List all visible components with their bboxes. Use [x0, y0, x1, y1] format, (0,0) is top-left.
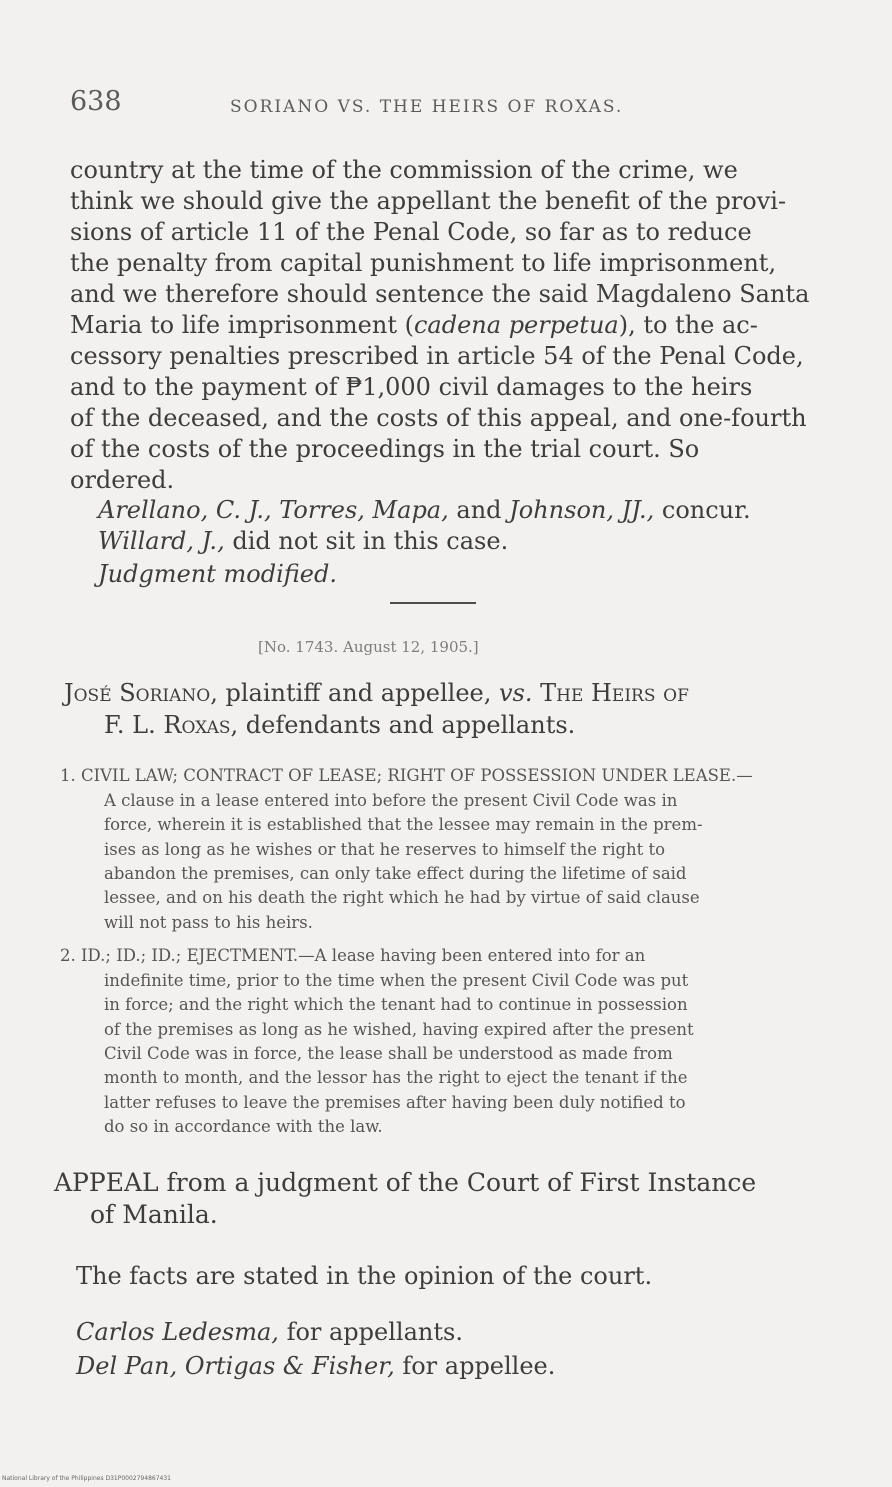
headnote-line: indefinite time, prior to the time when the present Civil Code was put	[104, 971, 689, 990]
concurrence-line: Arellano, C. J., Torres, Mapa, and Johnson, JJ., concur.	[98, 496, 751, 524]
section-divider	[390, 602, 476, 604]
opinion-line: of the deceased, and the costs of this appeal, and one-fourth	[70, 404, 807, 432]
headnote-line: month to month, and the lessor has the right to eject the tenant if the	[104, 1068, 688, 1087]
page-number: 638	[70, 86, 122, 117]
running-head: SORIANO VS. THE HEIRS OF ROXAS.	[230, 97, 624, 117]
counsel-appellants: Carlos Ledesma, for appellants.	[76, 1318, 463, 1346]
headnote-line: 1. CIVIL LAW; CONTRACT OF LEASE; RIGHT OF POSSESSION UNDER LEASE.—	[60, 766, 753, 785]
facts-statement: The facts are stated in the opinion of the court.	[76, 1262, 653, 1290]
judgment-modified: Judgment modified.	[98, 560, 337, 588]
opinion-line: and we therefore should sentence the said Magdaleno Santa	[70, 280, 810, 308]
headnote-line: Civil Code was in force, the lease shall be understood as made from	[104, 1044, 673, 1063]
headnote-line: ises as long as he wishes or that he reserves to himself the right to	[104, 840, 666, 859]
opinion-line: cessory penalties prescribed in article 54 of the Penal Code,	[70, 342, 804, 370]
opinion-line: of the costs of the proceedings in the trial court. So	[70, 435, 700, 463]
appeal-line: APPEAL from a judgment of the Court of First Instance	[54, 1168, 757, 1197]
opinion-line: ordered.	[70, 466, 175, 494]
case-parties-line: José Soriano, plaintiff and appellee, vs. The Heirs of	[64, 679, 689, 707]
headnote-line: do so in accordance with the law.	[104, 1117, 383, 1136]
opinion-line: country at the time of the commission of the crime, we	[70, 156, 738, 184]
headnote-line: A clause in a lease entered into before the present Civil Code was in	[104, 791, 678, 810]
headnote-line: of the premises as long as he wished, having expired after the present	[104, 1020, 694, 1039]
opinion-line: the penalty from capital punishment to life imprisonment,	[70, 249, 777, 277]
willard-note: Willard, J., did not sit in this case.	[98, 527, 509, 555]
case-number-date: [No. 1743. August 12, 1905.]	[258, 638, 479, 656]
counsel-appellee: Del Pan, Ortigas & Fisher, for appellee.	[76, 1352, 556, 1380]
opinion-line: and to the payment of ₱1,000 civil damages to the heirs	[70, 373, 753, 401]
headnote-line: 2. ID.; ID.; ID.; EJECTMENT.—A lease having been entered into for an	[60, 946, 646, 965]
opinion-line: sions of article 11 of the Penal Code, so far as to reduce	[70, 218, 752, 246]
headnote-line: force, wherein it is established that the lessee may remain in the prem-	[104, 815, 703, 834]
scan-footer: National Library of the Philippines D31P0002794867431	[2, 1475, 171, 1482]
headnote-line: abandon the premises, can only take effect during the lifetime of said	[104, 864, 687, 883]
headnote-line: latter refuses to leave the premises after having been duly notified to	[104, 1093, 686, 1112]
case-parties-line: F. L. Roxas, defendants and appellants.	[104, 711, 576, 739]
appeal-line: of Manila.	[90, 1200, 218, 1229]
headnote-line: will not pass to his heirs.	[104, 913, 313, 932]
headnote-line: lessee, and on his death the right which he had by virtue of said clause	[104, 888, 700, 907]
opinion-line: Maria to life imprisonment (cadena perpetua), to the ac-	[70, 311, 758, 339]
headnote-line: in force; and the right which the tenant had to continue in possession	[104, 995, 688, 1014]
opinion-line: think we should give the appellant the benefit of the provi-	[70, 187, 787, 215]
